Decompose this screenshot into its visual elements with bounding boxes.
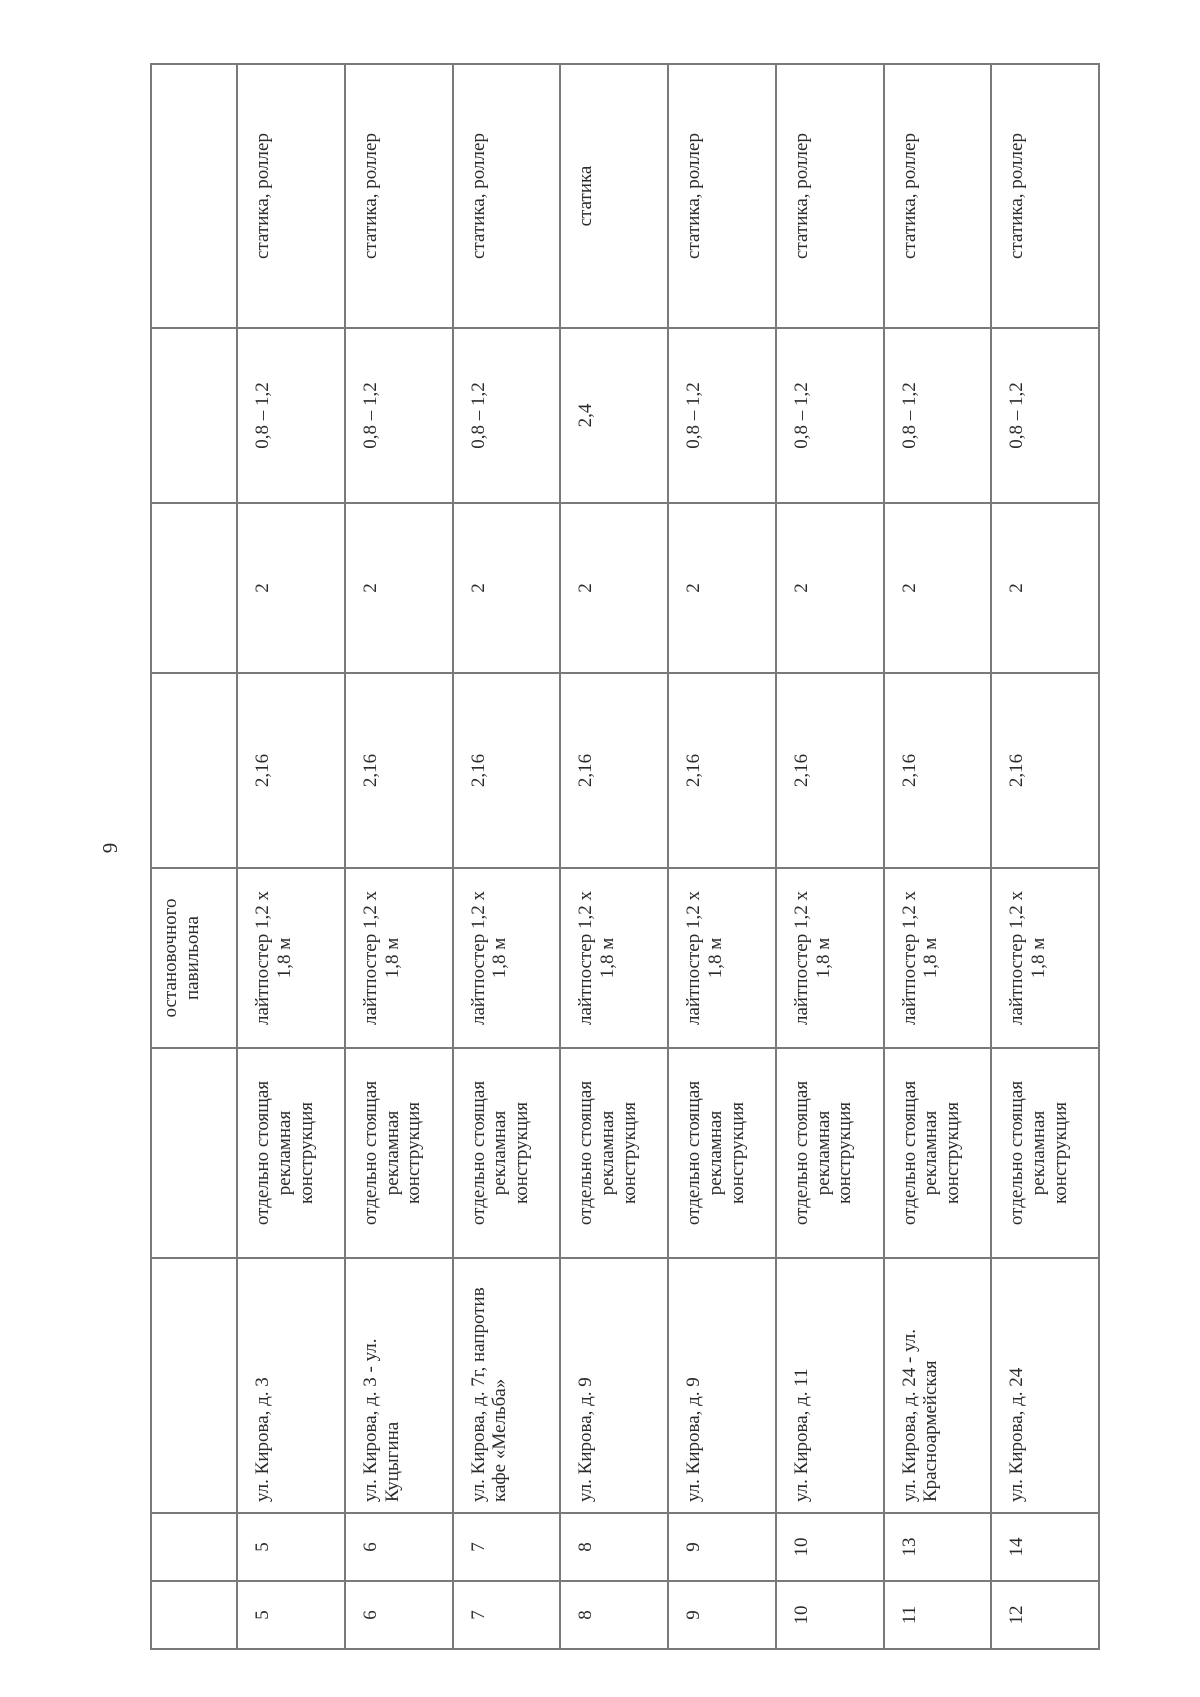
cell-technology: статика, роллер [453, 64, 561, 328]
cell-type: отдельно стоящая рекламная конструкция [453, 1048, 561, 1258]
cell-id: 7 [453, 1513, 561, 1581]
cell-type: отдельно стоящая рекламная конструкция [991, 1048, 1099, 1258]
cell-area: 2,16 [991, 673, 1099, 868]
cell-id: 9 [668, 1513, 776, 1581]
cell-technology: статика, роллер [237, 64, 345, 328]
table-row [884, 64, 992, 1649]
cell-type: отдельно стоящая рекламная конструкция [776, 1048, 884, 1258]
cell-size: лайтпостер 1,2 х 1,8 м [991, 868, 1099, 1048]
cell-area: 2,16 [884, 673, 992, 868]
cell-address: ул. Кирова, д. 9 [560, 1258, 668, 1513]
cell-address: ул. Кирова, д. 11 [776, 1258, 884, 1513]
cell-sides: 2 [776, 503, 884, 673]
table-body [151, 64, 1099, 1649]
header-cell-technology [151, 64, 237, 328]
table-row [453, 64, 561, 1649]
header-cell-sides [151, 503, 237, 673]
cell-id: 8 [560, 1513, 668, 1581]
cell-num: 9 [668, 1581, 776, 1649]
cell-area: 2,16 [668, 673, 776, 868]
cell-id: 10 [776, 1513, 884, 1581]
table-row [776, 64, 884, 1649]
cell-area: 2,16 [237, 673, 345, 868]
cell-technology: статика [560, 64, 668, 328]
cell-area: 2,16 [776, 673, 884, 868]
cell-address: ул. Кирова, д. 3 [237, 1258, 345, 1513]
cell-size: лайтпостер 1,2 х 1,8 м [453, 868, 561, 1048]
header-cell-address [151, 1258, 237, 1513]
cell-sides: 2 [991, 503, 1099, 673]
header-cell-type [151, 1048, 237, 1258]
cell-num: 8 [560, 1581, 668, 1649]
cell-size: лайтпостер 1,2 х 1,8 м [668, 868, 776, 1048]
cell-sides: 2 [560, 503, 668, 673]
cell-type: отдельно стоящая рекламная конструкция [345, 1048, 453, 1258]
header-cell-id [151, 1513, 237, 1581]
cell-sides: 2 [668, 503, 776, 673]
cell-size: лайтпостер 1,2 х 1,8 м [560, 868, 668, 1048]
cell-area: 2,16 [453, 673, 561, 868]
rotated-table-frame [150, 65, 1100, 1650]
cell-num: 12 [991, 1581, 1099, 1649]
cell-id: 13 [884, 1513, 992, 1581]
cell-area: 2,16 [345, 673, 453, 868]
table-row [345, 64, 453, 1649]
table-row [560, 64, 668, 1649]
cell-size: лайтпостер 1,2 х 1,8 м [237, 868, 345, 1048]
advertising-structures-table [150, 63, 1100, 1650]
cell-size: лайтпостер 1,2 х 1,8 м [884, 868, 992, 1048]
cell-sides: 2 [345, 503, 453, 673]
cell-distance: 0,8 – 1,2 [776, 328, 884, 503]
cell-size: лайтпостер 1,2 х 1,8 м [345, 868, 453, 1048]
cell-area: 2,16 [560, 673, 668, 868]
header-cell-size: остановочного павильона [151, 868, 237, 1048]
cell-technology: статика, роллер [776, 64, 884, 328]
cell-distance: 0,8 – 1,2 [991, 328, 1099, 503]
cell-address: ул. Кирова, д. 7г, напротив кафе «Мельба» [453, 1258, 561, 1513]
cell-size: лайтпостер 1,2 х 1,8 м [776, 868, 884, 1048]
cell-num: 7 [453, 1581, 561, 1649]
cell-num: 11 [884, 1581, 992, 1649]
cell-address: ул. Кирова, д. 9 [668, 1258, 776, 1513]
table-row [237, 64, 345, 1649]
cell-distance: 0,8 – 1,2 [453, 328, 561, 503]
cell-distance: 0,8 – 1,2 [237, 328, 345, 503]
cell-sides: 2 [453, 503, 561, 673]
cell-distance: 2,4 [560, 328, 668, 503]
cell-type: отдельно стоящая рекламная конструкция [237, 1048, 345, 1258]
cell-address: ул. Кирова, д. 3 - ул. Куцыгина [345, 1258, 453, 1513]
page-number: 9 [98, 842, 122, 854]
cell-type: отдельно стоящая рекламная конструкция [884, 1048, 992, 1258]
cell-sides: 2 [237, 503, 345, 673]
cell-id: 6 [345, 1513, 453, 1581]
cell-address: ул. Кирова, д. 24 [991, 1258, 1099, 1513]
cell-type: отдельно стоящая рекламная конструкция [668, 1048, 776, 1258]
cell-distance: 0,8 – 1,2 [345, 328, 453, 503]
table-header-row [151, 64, 237, 1649]
cell-distance: 0,8 – 1,2 [884, 328, 992, 503]
table-row [668, 64, 776, 1649]
cell-technology: статика, роллер [345, 64, 453, 328]
table-row [991, 64, 1099, 1649]
cell-num: 10 [776, 1581, 884, 1649]
cell-num: 6 [345, 1581, 453, 1649]
cell-technology: статика, роллер [668, 64, 776, 328]
header-cell-num [151, 1581, 237, 1649]
header-cell-distance [151, 328, 237, 503]
cell-type: отдельно стоящая рекламная конструкция [560, 1048, 668, 1258]
cell-technology: статика, роллер [884, 64, 992, 328]
cell-id: 5 [237, 1513, 345, 1581]
header-cell-area [151, 673, 237, 868]
cell-num: 5 [237, 1581, 345, 1649]
cell-address: ул. Кирова, д. 24 - ул. Красноармейская [884, 1258, 992, 1513]
cell-distance: 0,8 – 1,2 [668, 328, 776, 503]
cell-sides: 2 [884, 503, 992, 673]
cell-id: 14 [991, 1513, 1099, 1581]
cell-technology: статика, роллер [991, 64, 1099, 328]
